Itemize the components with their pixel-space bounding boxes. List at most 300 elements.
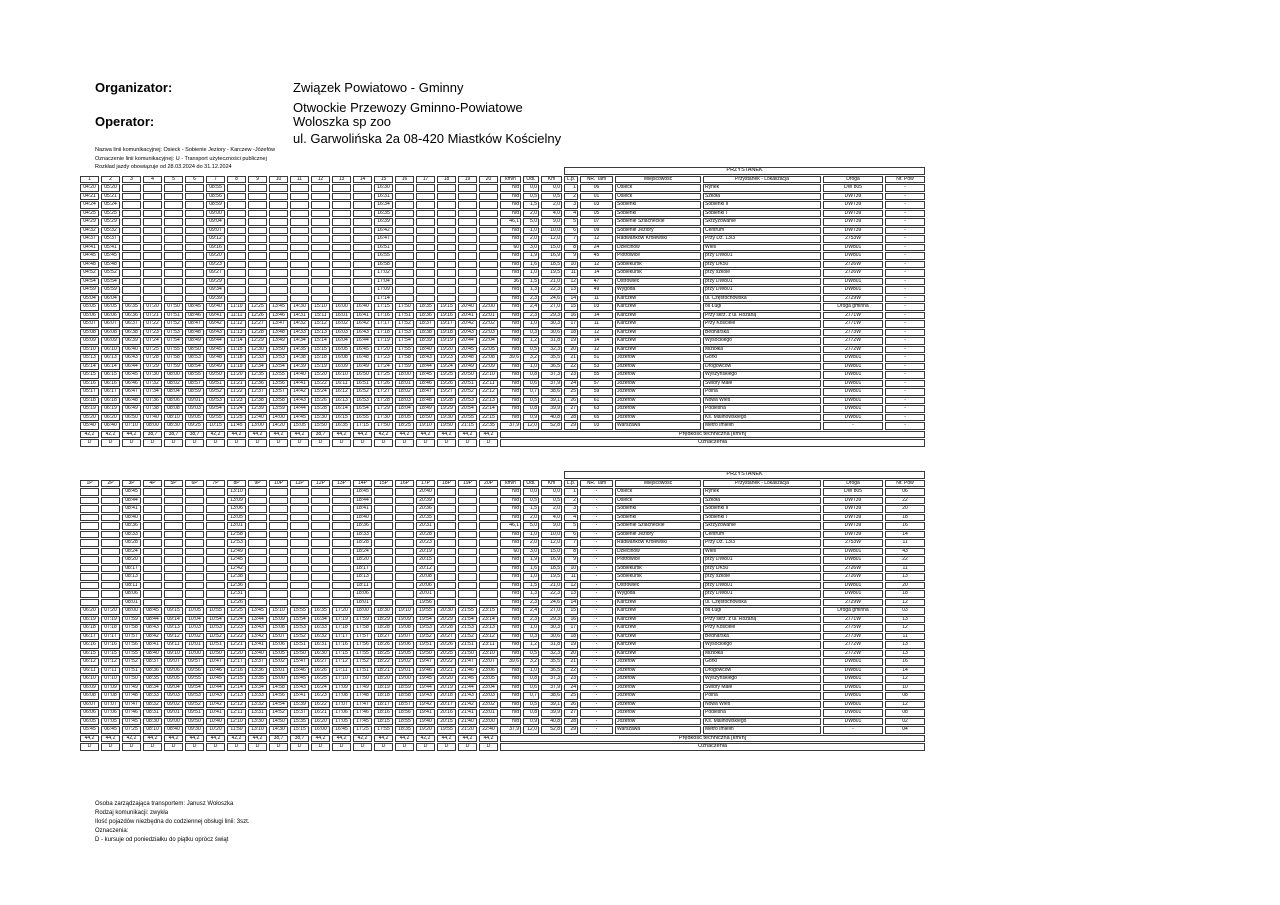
time-cell: 16:58 [374,261,393,269]
stop-location-cell: przy DK50 [703,565,821,573]
stop-row [80,505,925,513]
km-cell: 35,5 [541,658,562,666]
time-cell [437,210,456,218]
road-cell: DW801 [823,286,883,294]
speed-cell: 44,2 [479,735,498,743]
time-cell [185,590,204,598]
nr-pow-cell: 08 [885,709,925,717]
spacer-cell [80,471,562,479]
kmh-cell: n/d [500,488,521,496]
time-cell: 16:43 [353,329,372,337]
km-cell: 10,0 [541,531,562,539]
time-cell: 18:50 [416,414,435,422]
km-cell: 38,6 [541,692,562,700]
road-cell: DW739 [823,497,883,505]
time-cell: 18:49 [416,405,435,413]
time-cell: 21:20 [458,726,477,734]
time-cell [185,261,204,269]
stop-row [80,337,925,345]
speed-cell: 44,2 [395,735,414,743]
kmh-cell: n/d [500,346,521,354]
road-cell: DW801 [823,692,883,700]
time-cell [143,269,162,277]
time-cell: 06:14 [101,363,120,371]
kmh-cell: n/d [500,667,521,675]
nr-pow-cell: - [885,227,925,235]
time-cell: 13:42 [248,633,267,641]
distance-cell: 1,5 [523,201,539,209]
time-cell [458,488,477,496]
time-cell [479,184,498,192]
time-cell [332,488,351,496]
time-cell [395,548,414,556]
stop-location-cell: przy DW801 [703,278,821,286]
lp-cell: 8 [564,548,578,556]
time-cell: 09:34 [206,286,225,294]
km-cell: 52,8 [541,422,562,430]
km-cell: 39,9 [541,405,562,413]
time-cell [437,201,456,209]
time-cell [269,488,288,496]
time-cell: 19:10 [416,422,435,430]
road-cell: 2773W [823,329,883,337]
time-cell [80,556,99,564]
kmh-cell: n/d [500,718,521,726]
time-cell: 18:58 [395,692,414,700]
nr-tam-cell: 07 [580,218,613,226]
time-cell: 16:45 [353,346,372,354]
stop-location-cell: przy szkole [703,269,821,277]
kmh-cell: n/d [500,624,521,632]
time-cell: 18:17 [353,565,372,573]
time-cell: 22:14 [479,405,498,413]
time-cell [458,193,477,201]
distance-cell: 0,3 [523,633,539,641]
distance-cell: 0,9 [523,718,539,726]
time-cell: 12:17 [227,658,246,666]
time-cell [458,565,477,573]
stop-row [80,184,925,192]
time-cell: 18:18 [374,692,393,700]
km-cell: 39,1 [541,397,562,405]
speed-cell: 42,2 [122,735,141,743]
time-cell [248,582,267,590]
time-cell [458,497,477,505]
time-cell [290,590,309,598]
lp-cell: 13 [564,286,578,294]
time-cell: 07:38 [143,405,162,413]
road-cell: DW739 [823,218,883,226]
lp-cell: 29 [564,422,578,430]
stop-row [80,380,925,388]
time-cell [122,193,141,201]
stop-row [80,548,925,556]
time-cell: 18:28 [353,539,372,547]
time-cell: 17:15 [374,303,393,311]
time-cell: 12:58 [227,531,246,539]
time-cell [332,286,351,294]
time-cell: 20:19 [416,548,435,556]
time-cell [290,539,309,547]
time-cell: 08:49 [185,337,204,345]
time-cell [311,548,330,556]
town-cell: Józefów [615,363,701,371]
speed-cell: 44,2 [227,431,246,439]
time-cell [479,244,498,252]
time-cell [164,193,183,201]
road-cell: DW801 [823,278,883,286]
time-cell [122,278,141,286]
town-cell: Józefów [615,380,701,388]
time-cell: 13:05 [227,514,246,522]
time-cell [416,244,435,252]
town-cell: Józefów [615,388,701,396]
time-cell [248,227,267,235]
distance-cell: 2,4 [523,303,539,311]
time-cell [332,531,351,539]
nr-pow-cell: 20 [885,582,925,590]
time-cell [479,599,498,607]
time-cell [80,573,99,581]
stop-location-cell: Metro Imielin [703,422,821,430]
time-cell: 11:11 [227,312,246,320]
time-cell: 12:29 [248,337,267,345]
time-cell [332,548,351,556]
time-cell: 09:50 [206,371,225,379]
time-cell: 12:37 [248,388,267,396]
time-cell [353,210,372,218]
marking-cell: D [143,743,162,751]
km-cell: 0,0 [541,488,562,496]
time-cell: 05:52 [101,269,120,277]
town-cell: Sobienki [615,505,701,513]
kmh-cell: n/d [500,388,521,396]
time-cell: 13:40 [248,650,267,658]
time-cell [437,565,456,573]
time-cell [248,531,267,539]
time-cell: 17:18 [374,329,393,337]
road-cell: - [823,726,883,734]
time-cell: 05:15 [80,371,99,379]
time-cell: 17:02 [374,269,393,277]
time-cell [227,184,246,192]
town-cell: Karczew [615,337,701,345]
km-cell: 22,3 [541,590,562,598]
time-cell: 19:10 [395,607,414,615]
lp-cell: 24 [564,380,578,388]
distance-cell: 3,0 [523,244,539,252]
time-cell: 16:00 [332,303,351,311]
time-cell: 21:55 [458,607,477,615]
speed-cell: 44,2 [101,735,120,743]
time-cell: 11:10 [227,303,246,311]
time-cell: 15:22 [311,380,330,388]
time-cell [290,286,309,294]
time-cell: 14:42 [290,388,309,396]
time-cell [269,278,288,286]
time-cell [185,539,204,547]
nr-tam-cell: - [580,641,613,649]
kmh-cell: n/d [500,295,521,303]
time-cell [458,269,477,277]
time-cell: 08:11 [122,582,141,590]
time-cell: 15:55 [290,607,309,615]
time-cell: 19:06 [395,641,414,649]
speed-cell: 44,2 [290,431,309,439]
time-cell [101,599,120,607]
time-cell: 20:17 [437,701,456,709]
time-cell [311,582,330,590]
time-cell [290,252,309,260]
time-cell: 16:09 [332,363,351,371]
nr-tam-cell: 53 [580,363,613,371]
kmh-cell: n/d [500,590,521,598]
km-cell: 16,9 [541,556,562,564]
time-cell: 07:05 [101,718,120,726]
time-cell [227,252,246,260]
time-cell [353,227,372,235]
lp-cell: 25 [564,692,578,700]
time-cell: 16:03 [332,329,351,337]
time-cell [479,531,498,539]
km-cell: 0,5 [541,193,562,201]
kmh-cell: n/d [500,599,521,607]
stop-location-cell: Szkoła [703,193,821,201]
kmh-cell: n/d [500,607,521,615]
time-cell [80,514,99,522]
time-cell: 10:05 [185,607,204,615]
time-cell: 21:40 [458,718,477,726]
km-cell: 31,8 [541,641,562,649]
time-cell [122,244,141,252]
nr-tam-cell: 12 [580,329,613,337]
time-cell [458,599,477,607]
distance-cell: 0,0 [523,184,539,192]
km-cell: 27,0 [541,607,562,615]
road-cell: DW801 [823,388,883,396]
nr-tam-cell: 14 [580,312,613,320]
time-cell: 15:43 [290,684,309,692]
town-cell: Wygoda [615,286,701,294]
time-cell: 16:45 [332,726,351,734]
lp-cell: 28 [564,718,578,726]
distance-cell: 1,9 [523,556,539,564]
town-cell: Sobiekursk [615,261,701,269]
time-cell [269,556,288,564]
time-cell: 06:15 [80,650,99,658]
distance-cell: 2,4 [523,607,539,615]
time-cell [269,505,288,513]
town-cell: Sobienie Szlacheckie [615,218,701,226]
time-cell: 20:40 [416,488,435,496]
time-cell: 11:13 [227,329,246,337]
time-cell: 07:07 [101,701,120,709]
time-cell: 14:58 [269,684,288,692]
lp-cell: 26 [564,701,578,709]
time-cell [332,244,351,252]
road-cell: DW801 [823,363,883,371]
time-cell: 05:59 [101,286,120,294]
time-cell: 19:55 [416,607,435,615]
stop-row [80,312,925,320]
time-cell: 19:47 [416,658,435,666]
course-column-header: 12P [311,480,330,488]
time-cell: 14:38 [290,354,309,362]
nr-tam-cell: - [580,488,613,496]
time-cell [311,505,330,513]
marking-cell: D [437,743,456,751]
time-cell: 16:22 [311,701,330,709]
kmh-cell: 36 [500,278,521,286]
kmh-cell: n/d [500,269,521,277]
time-cell [143,201,162,209]
time-cell: 11:45 [227,422,246,430]
time-cell: 23:04 [479,684,498,692]
time-cell: 18:56 [395,709,414,717]
time-cell: 17:50 [353,675,372,683]
time-cell: 18:16 [374,709,393,717]
time-cell: 04:54 [80,278,99,286]
time-cell: 20:26 [437,641,456,649]
marking-cell: D [269,743,288,751]
time-cell: 07:18 [101,624,120,632]
marking-cell: D [206,439,225,447]
time-cell: 13:30 [248,718,267,726]
przystanek-header: PRZYSTANEK [564,167,925,175]
nr-pow-cell: 43 [885,548,925,556]
distance-cell: 1,0 [523,624,539,632]
road-cell: DW 805 [823,184,883,192]
time-cell: 09:07 [206,227,225,235]
time-cell: 18:22 [374,658,393,666]
time-cell [290,573,309,581]
lp-cell: 10 [564,261,578,269]
time-cell [269,548,288,556]
time-cell: 10:01 [185,641,204,649]
time-cell: 17:58 [395,354,414,362]
time-cell: 11:25 [227,414,246,422]
time-cell: 19:15 [437,303,456,311]
time-cell [290,269,309,277]
time-cell: 21:53 [458,624,477,632]
course-column-header: 20P [479,480,498,488]
km-cell: 30,3 [541,320,562,328]
course-column-header: 14 [353,176,372,184]
time-cell: 13:50 [269,346,288,354]
time-cell: 09:02 [164,701,183,709]
time-cell [143,539,162,547]
stop-location-cell: Ks. Malinowskiego [703,414,821,422]
time-cell [143,514,162,522]
time-cell [164,244,183,252]
time-cell: 09:14 [164,616,183,624]
time-cell: 08:00 [122,607,141,615]
stop-location-cell: Przy Kościele [703,320,821,328]
time-cell: 18:30 [374,607,393,615]
lp-cell: 27 [564,709,578,717]
time-cell [395,235,414,243]
distance-cell: 0,0 [523,488,539,496]
time-cell [185,556,204,564]
time-cell: 17:52 [353,658,372,666]
nr-tam-cell: - [580,556,613,564]
nr-pow-cell: 12 [885,624,925,632]
time-cell: 16:30 [311,650,330,658]
time-cell: 06:20 [80,607,99,615]
lp-cell: 14 [564,599,578,607]
time-cell [311,269,330,277]
time-cell [122,261,141,269]
time-cell: 15:00 [269,675,288,683]
time-cell: 19:55 [437,726,456,734]
time-cell: 17:17 [332,633,351,641]
time-cell [479,590,498,598]
time-cell [290,201,309,209]
time-cell [80,565,99,573]
time-cell [353,193,372,201]
time-cell: 07:36 [143,397,162,405]
time-cell: 13:10 [248,726,267,734]
kmh-cell: n/d [500,371,521,379]
time-cell [311,286,330,294]
time-cell [479,278,498,286]
time-cell: 17:23 [374,354,393,362]
time-cell: 14:56 [269,692,288,700]
time-cell: 19:53 [416,624,435,632]
time-cell [290,488,309,496]
distance-cell: 1,5 [523,278,539,286]
nr-tam-cell: - [580,726,613,734]
course-column-header: 20 [479,176,498,184]
town-cell: Osieck [615,193,701,201]
nr-pow-cell: 12 [885,675,925,683]
time-cell: 13:31 [248,709,267,717]
stop-location-cell: przy DW801 [703,252,821,260]
time-cell: 14:35 [290,346,309,354]
time-cell [479,582,498,590]
speed-cell: 44,2 [437,431,456,439]
stop-row [80,235,925,243]
time-cell: 20:39 [416,497,435,505]
time-cell [332,599,351,607]
time-cell: 06:04 [101,295,120,303]
time-cell [164,184,183,192]
time-cell [80,590,99,598]
time-cell: 06:10 [101,346,120,354]
stop-row [80,573,925,581]
stop-location-cell: Skrzyżowanie [703,522,821,530]
time-cell: 16:12 [332,388,351,396]
organizator-line-1: Związek Powiatowo - Gminny [293,80,464,95]
nr-pow-cell: - [885,235,925,243]
time-cell: 04:48 [80,261,99,269]
stop-row [80,303,925,311]
km-cell: 32,3 [541,346,562,354]
course-column-header: 18P [437,480,456,488]
time-cell [458,210,477,218]
stop-row [80,295,925,303]
time-cell: 06:09 [101,337,120,345]
time-cell [479,539,498,547]
time-cell [395,201,414,209]
kmh-cell: n/d [500,193,521,201]
time-cell: 14:41 [290,380,309,388]
operator-line-2: ul. Garwolińska 2a 08-420 Miastków Kościelny [293,131,562,146]
time-cell: 17:51 [395,312,414,320]
time-cell [311,193,330,201]
time-cell: 08:53 [185,354,204,362]
time-cell: 13:43 [248,624,267,632]
